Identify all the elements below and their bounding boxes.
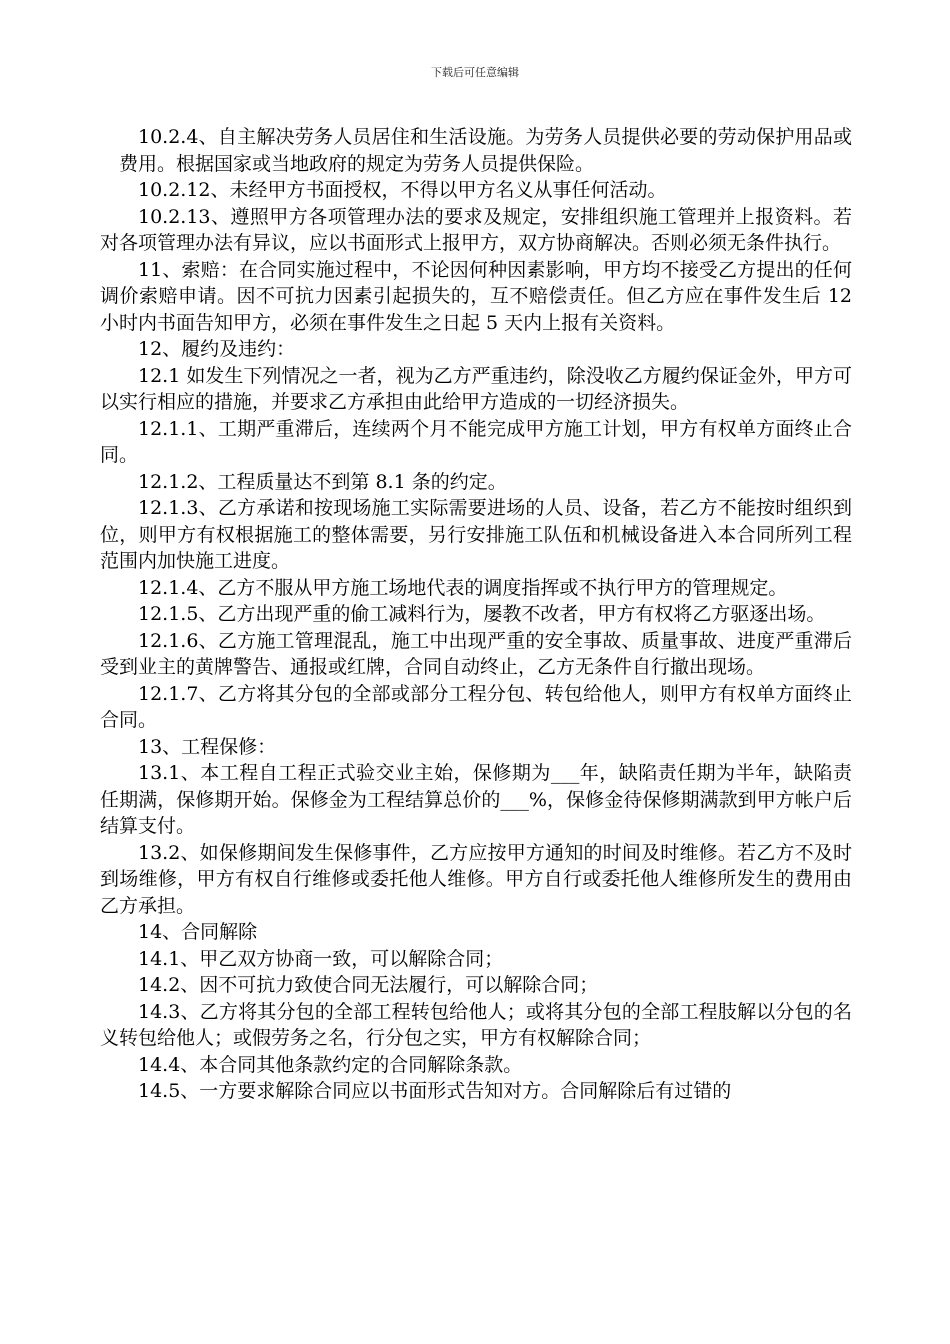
section-13-heading: 13、工程保修： [138, 735, 277, 758]
section-14-heading: 14、合同解除 [138, 921, 258, 943]
clause-12-1-4: 12.1.4、乙方不服从甲方施工场地代表的调度指挥或不执行甲方的管理规定。 [138, 576, 788, 599]
clause-13-2: 13.2、如保修期间发生保修事件，乙方应按甲方通知的时间及时维修。若乙方不及时到场维修，甲方有权自行维修或委托他人维修。甲方自行或委托他人维修所发生的费用由乙方承担。 [100, 841, 852, 917]
clause-12-1-2: 12.1.2、工程质量达不到第 8.1 条的约定。 [138, 470, 507, 493]
clause-10-2-12: 10.2.12、未经甲方书面授权，不得以甲方名义从事任何活动。 [138, 179, 667, 201]
clause-10-2-13: 10.2.13、遵照甲方各项管理办法的要求及规定，安排组织施工管理并上报资料。若对各项管理办法有异议，应以书面形式上报甲方，双方协商解决。否则必须无条件执行。 [100, 205, 852, 254]
clause-13-1: 13.1、本工程自工程正式验交业主始，保修期为___年，缺陷责任期为半年，缺陷责任期满，保修期开始。保修金为工程结算总价的___%，保修金待保修期满款到甲方帐户后结算支付。 [100, 762, 852, 837]
document-body [100, 124, 859, 1105]
clause-14-5: 14.5、一方要求解除合同应以书面形式告知对方。合同解除后有过错的 [138, 1080, 732, 1102]
clause-12-1-3: 12.1.3、乙方承诺和按现场施工实际需要进场的人员、设备，若乙方不能按时组织到位，则甲方有权根据施工的整体需要，另行安排施工队伍和机械设备进入本合同所列工程范围内加快施工进度。 [100, 497, 852, 572]
section-12-heading: 12、履约及违约： [138, 338, 296, 360]
clause-12-1-1: 12.1.1、工期严重滞后，连续两个月不能完成甲方施工计划，甲方有权单方面终止合同。 [100, 417, 852, 466]
page-header-note: 下载后可任意编辑 [431, 66, 519, 79]
clause-14-4: 14.4、本合同其他条款约定的合同解除条款。 [138, 1053, 523, 1076]
clause-12-1: 12.1 如发生下列情况之一者，视为乙方严重违约，除没收乙方履约保证金外，甲方可以实行相应的措施，并要求乙方承担由此给甲方造成的一切经济损失。 [100, 364, 852, 413]
clause-14-3: 14.3、乙方将其分包的全部工程转包给他人；或将其分包的全部工程肢解以分包的名义转包给他人；或假劳务之名，行分包之实，甲方有权解除合同； [100, 1000, 852, 1049]
clause-14-1: 14.1、甲乙双方协商一致，可以解除合同； [138, 947, 504, 970]
clause-11-claims: 11、索赔：在合同实施过程中，不论因何种因素影响，甲方均不接受乙方提出的任何调价索赔申请。因不可抗力因素引起损失的，互不赔偿责任。但乙方应在事件发生后 12 小时内书面告知甲方，必须在事件发生之日起 5 天内上报有关资料。 [100, 258, 859, 334]
clause-12-1-6: 12.1.6、乙方施工管理混乱，施工中出现严重的安全事故、质量事故、进度严重滞后受到业主的黄牌警告、通报或红牌，合同自动终止，乙方无条件自行撤出现场。 [100, 629, 852, 678]
clause-14-2: 14.2、因不可抗力致使合同无法履行，可以解除合同； [138, 974, 599, 996]
clause-12-1-5: 12.1.5、乙方出现严重的偷工减料行为，屡教不改者，甲方有权将乙方驱逐出场。 [138, 603, 826, 625]
clause-12-1-7: 12.1.7、乙方将其分包的全部或部分工程分包、转包给他人，则甲方有权单方面终止合同。 [100, 682, 852, 731]
clause-10-2-4: 10.2.4、自主解决劳务人员居住和生活设施。为劳务人员提供必要的劳动保护用品或费用。根据国家或当地政府的规定为劳务人员提供保险。 [119, 126, 852, 175]
